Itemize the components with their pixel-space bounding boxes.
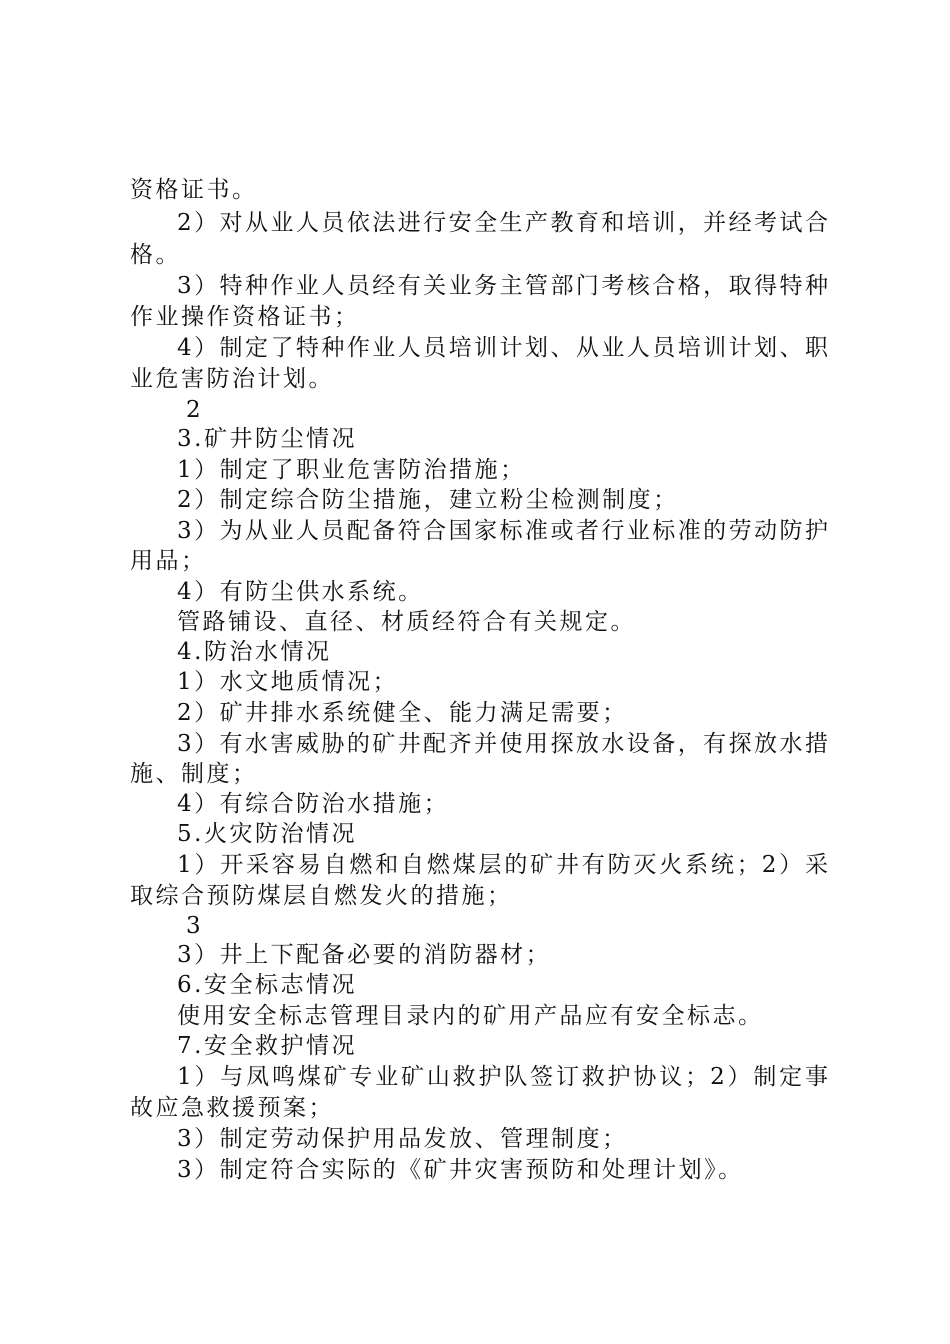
text-line: 4）有防尘供水系统。 [177,579,424,605]
section-heading: 6.安全标志情况 [177,972,357,998]
text-line: 1）水文地质情况； [177,669,399,695]
text-line: 1）与凤鸣煤矿专业矿山救护队签订救护协议；2）制定事 [177,1064,830,1090]
text-line: 3）制定符合实际的《矿井灾害预防和处理计划》。 [177,1157,744,1183]
text-line: 使用安全标志管理目录内的矿用产品应有安全标志。 [177,1003,764,1029]
text-line: 3）特种作业人员经有关业务主管部门考核合格，取得特种 [177,273,830,299]
text-line: 取综合预防煤层自燃发火的措施； [130,883,513,909]
text-line: 2）矿井排水系统健全、能力满足需要； [177,700,628,726]
text-line: 故应急救援预案； [130,1095,334,1121]
text-line: 格。 [130,242,181,268]
text-line: 1）制定了职业危害防治措施； [177,457,526,483]
text-line: 3）为从业人员配备符合国家标准或者行业标准的劳动防护 [177,518,830,544]
text-line: 作业操作资格证书； [130,304,360,330]
text-line: 4）制定了特种作业人员培训计划、从业人员培训计划、职 [177,335,830,361]
section-heading: 3.矿井防尘情况 [177,426,357,452]
page-number: 3 [186,913,204,939]
text-line: 1）开采容易自燃和自燃煤层的矿井有防灭火系统；2）采 [177,852,830,878]
text-line: 3）制定劳动保护用品发放、管理制度； [177,1126,628,1152]
text-line: 3）井上下配备必要的消防器材； [177,942,552,968]
page-number: 2 [186,397,204,423]
section-heading: 7.安全救护情况 [177,1033,357,1059]
text-line: 4）有综合防治水措施； [177,791,450,817]
text-line: 资格证书。 [130,177,258,203]
text-line: 2）对从业人员依法进行安全生产教育和培训，并经考试合 [177,210,830,236]
text-line: 3）有水害威胁的矿井配齐并使用探放水设备，有探放水措 [177,731,830,757]
text-line: 业危害防治计划。 [130,366,334,392]
text-line: 施、制度； [130,761,258,787]
section-heading: 5.火灾防治情况 [177,821,357,847]
text-line: 管路铺设、直径、材质经符合有关规定。 [177,609,636,635]
text-line: 2）制定综合防尘措施，建立粉尘检测制度； [177,487,679,513]
section-heading: 4.防治水情况 [177,639,332,665]
text-line: 用品； [130,548,207,574]
